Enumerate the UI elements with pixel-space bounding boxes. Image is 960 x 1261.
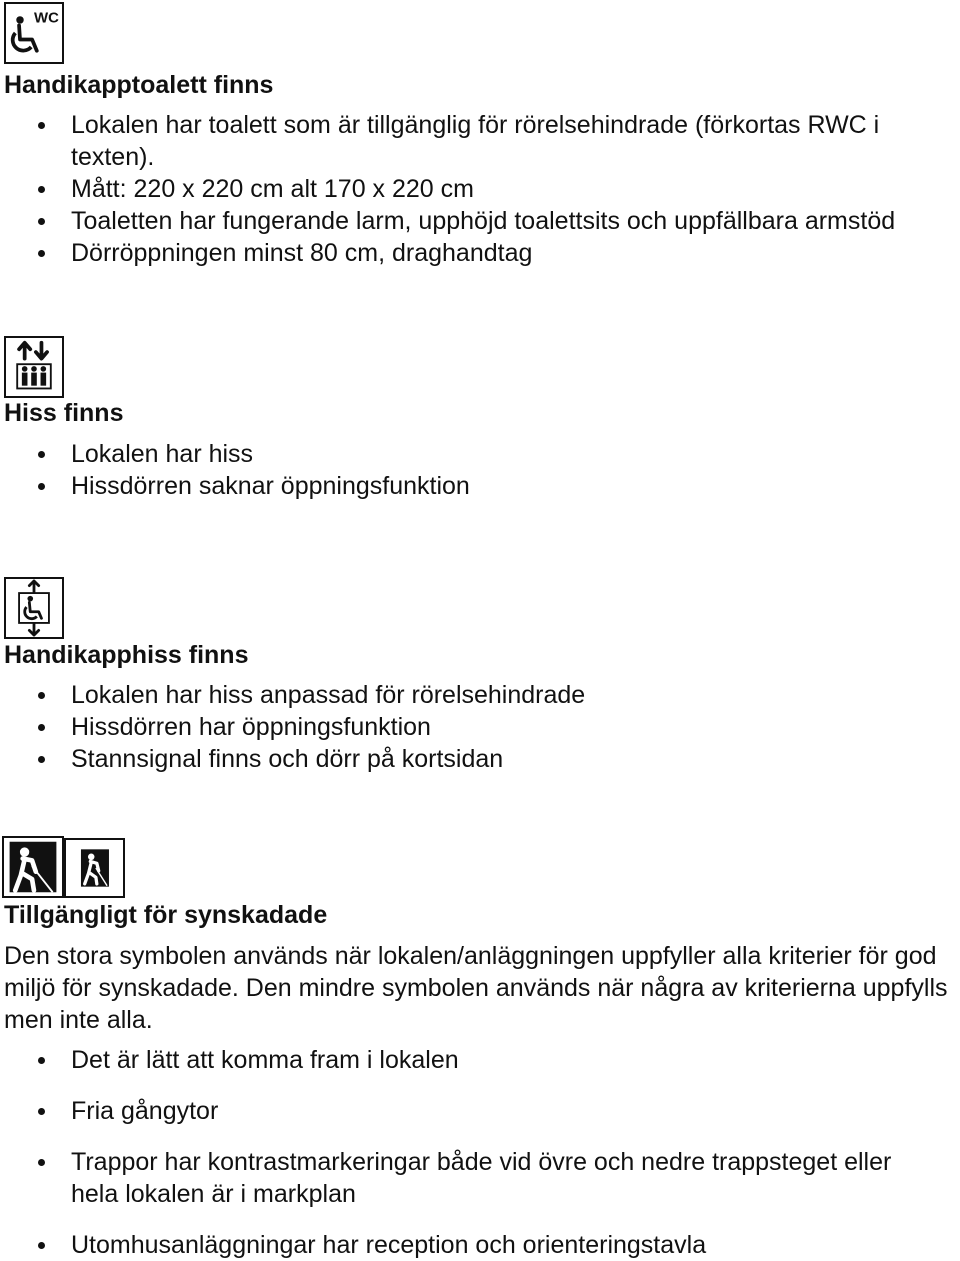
visually-impaired-bullet-list <box>0 1044 940 1261</box>
list-item: Lokalen har toalett som är tillgänglig för rörelsehindrade (förkortas RWC i texten). <box>0 109 940 173</box>
list-item: Dörröppningen minst 80 cm, draghandtag <box>0 237 940 269</box>
wc-bullet-list <box>0 109 940 269</box>
wc-icon-text: WC <box>34 9 59 27</box>
wheelchair-wc-icon <box>4 2 64 64</box>
list-item: Trappor har kontrastmarkeringar både vid övre och nedre trappsteget eller hela lokalen är i markplan <box>0 1146 940 1210</box>
elevator-bullet-list <box>0 438 940 502</box>
list-item: Det är lätt att komma fram i lokalen <box>0 1044 940 1076</box>
list-item: Hissdörren har öppningsfunktion <box>0 711 940 743</box>
wheelchair-elevator-icon <box>4 577 64 639</box>
list-item: Lokalen har hiss anpassad för rörelsehindrade <box>0 679 940 711</box>
section-heading-accessible-elevator: Handikapphiss finns <box>4 641 249 669</box>
accessible-elevator-bullet-list <box>0 679 940 775</box>
section-heading-elevator: Hiss finns <box>4 399 124 427</box>
visually-impaired-large-icon <box>2 836 64 898</box>
list-item: Hissdörren saknar öppningsfunktion <box>0 470 940 502</box>
list-item: Toaletten har fungerande larm, upphöjd toalettsits och uppfällbara armstöd <box>0 205 940 237</box>
list-item: Fria gångytor <box>0 1095 940 1127</box>
list-item: Utomhusanläggningar har reception och orienteringstavla <box>0 1229 940 1261</box>
elevator-icon <box>4 336 64 398</box>
list-item: Mått: 220 x 220 cm alt 170 x 220 cm <box>0 173 940 205</box>
list-item: Lokalen har hiss <box>0 438 940 470</box>
section-heading-wc: Handikapptoalett finns <box>4 71 274 99</box>
visually-impaired-description: Den stora symbolen används när lokalen/anläggningen uppfyller alla kriterier för god miljö för synskadade. Den mindre symbolen används när några av kriterierna uppfylls men inte alla. <box>4 942 948 1034</box>
list-item: Stannsignal finns och dörr på kortsidan <box>0 743 940 775</box>
section-heading-visually-impaired: Tillgängligt för synskadade <box>4 901 328 929</box>
visually-impaired-small-icon <box>64 838 125 898</box>
